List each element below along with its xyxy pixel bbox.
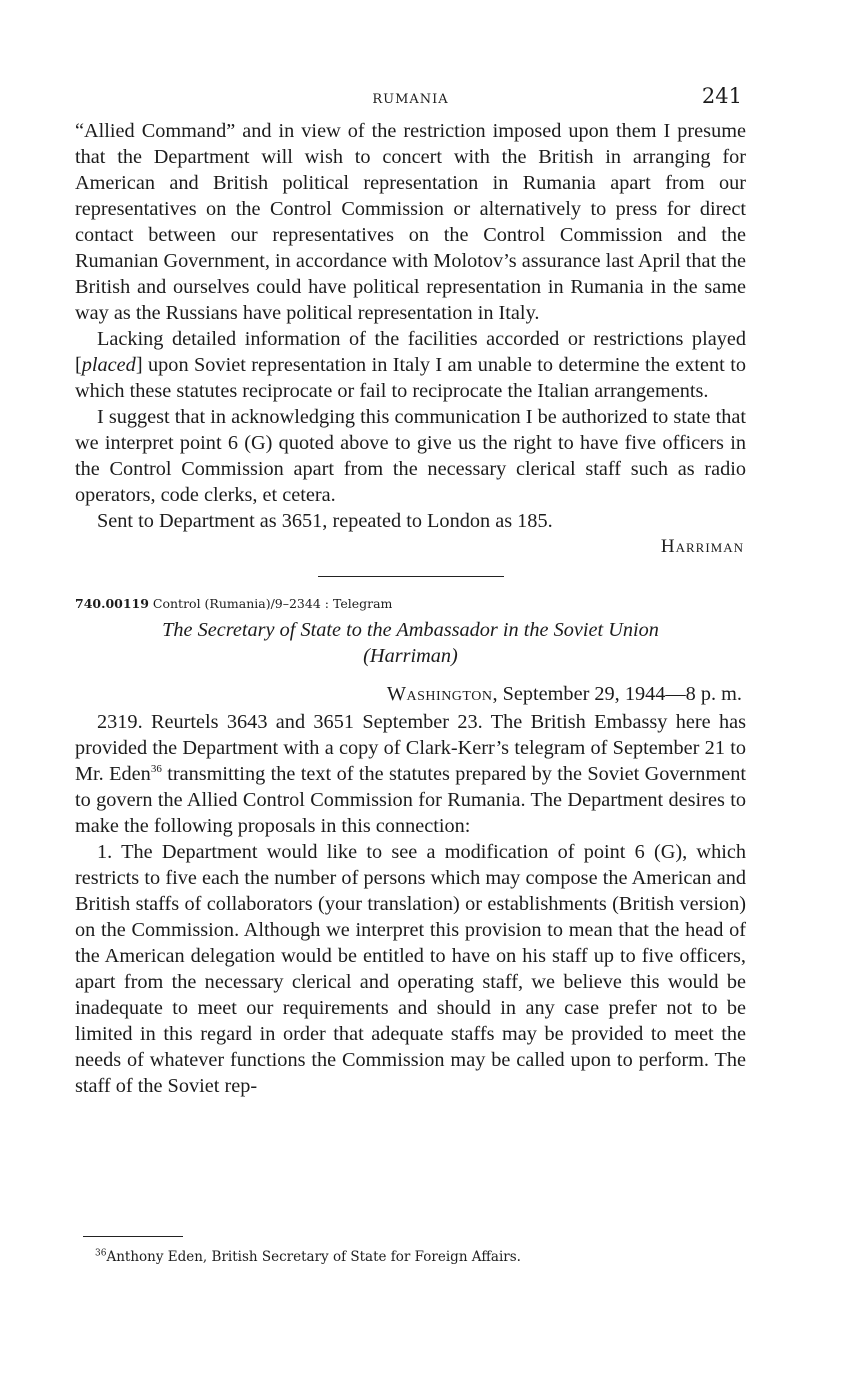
paragraph: 1. The Department would like to see a modification of point 6 (G), which restricts to five each the number of persons which may compose the American and British staffs of collaborators (your translation) or establishments (British version) on the Commission. Although we interpret this provision to mean that the head of the American delegation would be entitled to have on his staff up to five officers, apart from the necessary clerical and operating staff, we believe this would be inadequate to meet our requirements and should in any case prefer not to be limited in this regard in order that adequate staffs may be provided to meet the needs of whatever functions the Commission may be called upon to perform. The staff of the Soviet rep- [75, 841, 746, 1097]
dateline [75, 681, 746, 707]
page-number: 241 [701, 84, 742, 108]
signature: Harriman [660, 536, 744, 557]
paragraph [75, 326, 746, 404]
footnote-mark: 36 [95, 1248, 107, 1259]
paragraph [75, 709, 746, 839]
paragraph: I suggest that in acknowledging this communication I be authorized to state that we interpret point 6 (G) quoted above to give us the right to have five officers in the Control Commission apart from the necessary clerical staff such as radio operators, code clerks, et cetera. [75, 406, 746, 506]
paragraph-text: Lacking detailed information of the facilities accorded or restrictions played [ [75, 328, 746, 376]
running-head [75, 84, 746, 118]
footnote [95, 1249, 521, 1265]
footnote-text: Anthony Eden, British Secretary of State for Foreign Affairs. [106, 1249, 521, 1265]
file-number: 740.00119 [75, 596, 149, 611]
section-divider [318, 576, 504, 577]
file-reference [75, 595, 746, 613]
first-document [75, 118, 746, 560]
dateline-date: , September 29, 1944—8 p. m. [492, 683, 742, 705]
paragraph-text: 2319. Reurtels 3643 and 3651 September 23. The British Embassy here has provided the Department with a copy of Clark-Kerr’s telegram of September 21 to Mr. Eden [75, 711, 746, 785]
footnote-reference[interactable]: 36 [150, 763, 162, 776]
document-heading [75, 617, 746, 669]
file-reference-text: Control (Rumania)/9–2344 : Telegram [148, 596, 393, 611]
second-document [75, 709, 746, 1099]
page-body [75, 84, 746, 1099]
paragraph: “Allied Command” and in view of the restriction imposed upon them I presume that the Department will wish to concert with the British in arranging for American and British political representation in Rumania apart from our representatives on the Control Commission or alternatively to press for direct contact between our representatives on the Control Commission and the Rumanian Government, in accordance with Molotov’s assurance last April that the British and ourselves could have political representation in Rumania in the same way as the Russians have political representation in Italy. [75, 120, 746, 324]
running-head-title: RUMANIA [372, 92, 449, 107]
footnote-divider [83, 1236, 183, 1237]
paragraph-text: ] upon Soviet representation in Italy I am unable to determine the extent to which these statutes reciprocate or fail to reciprocate the Italian arrangements. [75, 354, 746, 402]
emphasis-text: placed [81, 354, 136, 376]
heading-line: The Secretary of State to the Ambassador in the Soviet Union [162, 619, 659, 641]
paragraph: Sent to Department as 3651, repeated to London as 185. [97, 510, 553, 532]
heading-line: (Harriman) [363, 645, 458, 667]
paragraph-text: transmitting the text of the statutes prepared by the Soviet Government to govern the Allied Control Commission for Rumania. The Department desires to make the following proposals in this connection: [75, 763, 746, 837]
dateline-place: Washington [386, 683, 493, 705]
